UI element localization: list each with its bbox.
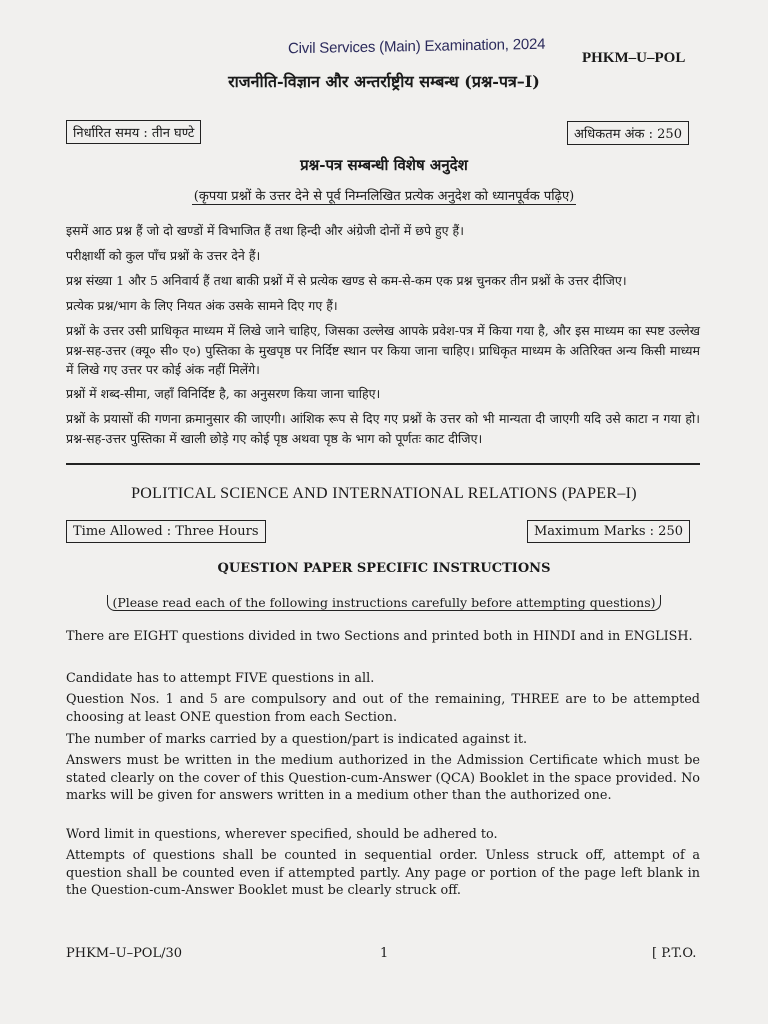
english-instructions-note (0, 595, 768, 610)
exam-title: Civil Services (Main) Examination, 2024 (288, 35, 546, 58)
english-time-allowed: Time Allowed : Three Hours (66, 520, 266, 543)
please-turn-over: [ P.T.O. (652, 946, 697, 961)
hindi-instruction: प्रत्येक प्रश्न/भाग के लिए नियत अंक उसके सामने दिए गए हैं। (66, 298, 338, 313)
section-divider (66, 463, 700, 465)
hindi-instructions-heading: प्रश्न-पत्र सम्बन्धी विशेष अनुदेश (300, 156, 468, 174)
english-subject-title: POLITICAL SCIENCE AND INTERNATIONAL RELATIONS (PAPER–I) (131, 485, 637, 502)
hindi-instruction: प्रश्नों के प्रयासों की गणना क्रमानुसार की जाएगी। आंशिक रूप से दिए गए प्रश्नों के उत्तर को भी मान्यता दी जाएगी यदि उसे काटा न गया हो। प्रश्न-सह-उत्तर पुस्तिका में खाली छोड़े गए कोई पृष्ठ अथवा पृष्ठ के भाग को पूर्णतः काट दीजिए। (66, 411, 700, 446)
english-instruction: Word limit in questions, wherever specified, should be adhered to. (66, 827, 498, 842)
hindi-instruction: प्रश्न संख्या 1 और 5 अनिवार्य हैं तथा बाकी प्रश्नों में से प्रत्येक खण्ड से कम-से-कम एक प्रश्न चुनकर तीन प्रश्नों के उत्तर दीजिए। (66, 273, 627, 288)
hindi-instruction: प्रश्नों में शब्द-सीमा, जहाँ विनिर्दिष्ट है, का अनुसरण किया जाना चाहिए। (66, 386, 381, 401)
hindi-instruction: परीक्षार्थी को कुल पाँच प्रश्नों के उत्तर देने हैं। (66, 248, 261, 263)
english-note-text: (Please read each of the following instructions carefully before attempting questions) (107, 595, 660, 611)
english-instruction: Answers must be written in the medium authorized in the Admission Certificate which must be stated clearly on the cover of this Question-cum-Answer (QCA) Booklet in the space provided. No marks will be given for answers written in a medium other than the authorized one. (66, 753, 700, 804)
english-instructions-heading: QUESTION PAPER SPECIFIC INSTRUCTIONS (217, 561, 551, 576)
hindi-instruction: इसमें आठ प्रश्न हैं जो दो खण्डों में विभाजित हैं तथा हिन्दी और अंग्रेजी दोनों में छपे हुए हैं। (66, 223, 464, 238)
hindi-subject-title: राजनीति-विज्ञान और अन्तर्राष्ट्रीय सम्बन्ध (प्रश्न-पत्र–I) (228, 72, 540, 91)
hindi-max-marks: अधिकतम अंक : 250 (567, 121, 689, 145)
hindi-instructions-note (0, 186, 768, 204)
footer-paper-code: PHKM–U–POL/30 (66, 946, 183, 961)
english-instruction: The number of marks carried by a question/part is indicated against it. (66, 732, 528, 747)
english-instruction: Attempts of questions shall be counted in sequential order. Unless struck off, attempt of a question shall be counted even if attempted partly. Any page or portion of the page left blank in the Question-cum-Answer Booklet must be clearly struck off. (66, 848, 700, 899)
english-instruction: Candidate has to attempt FIVE questions in all. (66, 671, 375, 686)
hindi-time-allowed: निर्धारित समय : तीन घण्टे (66, 120, 201, 144)
hindi-note-text: (कृपया प्रश्नों के उत्तर देने से पूर्व निम्नलिखित प्रत्येक अनुदेश को ध्यानपूर्वक पढ़िए) (193, 189, 575, 204)
hindi-instruction: प्रश्नों के उत्तर उसी प्राधिकृत माध्यम में लिखे जाने चाहिए, जिसका उल्लेख आपके प्रवेश-पत्र में किया गया है, और इस माध्यम का स्पष्ट उल्लेख प्रश्न-सह-उत्तर (क्यू० सी० ए०) पुस्तिका के मुखपृष्ठ पर निर्दिष्ट स्थान पर किया जाना चाहिए। प्राधिकृत माध्यम के अतिरिक्त अन्य किसी माध्यम में लिखे गए उत्तर पर कोई अंक नहीं मिलेंगे। (66, 323, 700, 377)
english-instruction: There are EIGHT questions divided in two Sections and printed both in HINDI and in ENGLISH. (66, 629, 693, 644)
english-instruction: Question Nos. 1 and 5 are compulsory and out of the remaining, THREE are to be attempted choosing at least ONE question from each Section. (66, 692, 700, 725)
page-number: 1 (380, 946, 389, 961)
english-max-marks: Maximum Marks : 250 (527, 520, 690, 543)
paper-code: PHKM–U–POL (582, 50, 686, 66)
